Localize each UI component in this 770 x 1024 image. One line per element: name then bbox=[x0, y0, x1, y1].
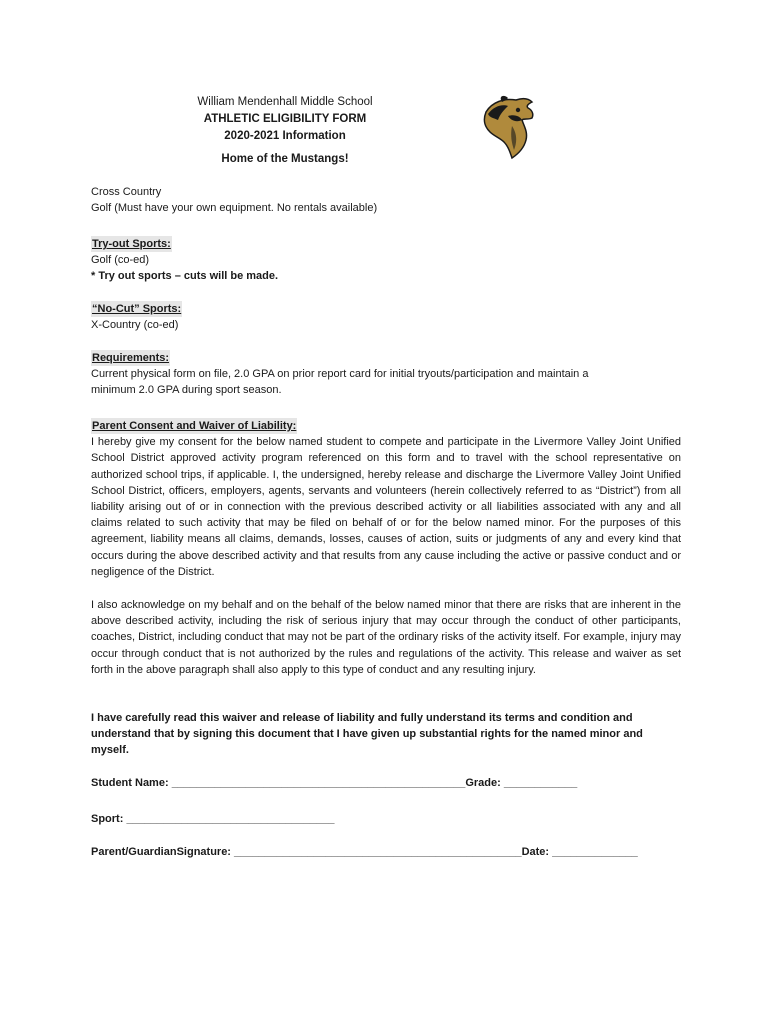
waiver-paragraph-2: I also acknowledge on my behalf and on the behalf of the below named minor that there are risks that are inherent in the above described activity, including the risk of serious injury that may occur through the conduct of other participants, coaches, District, including conduct that may not be part of the ordinary risks of the activity itself. For example, injury may occur through conduct that is not authorized by the rules and regulations of the activity. This release and waiver as set forth in the above paragraph shall also apply to this type of conduct and any resulting injury. bbox=[91, 599, 681, 676]
sport-item: Golf (Must have your own equipment. No rentals available) bbox=[91, 202, 378, 215]
waiver-heading: Parent Consent and Waiver of Liability: bbox=[91, 418, 297, 434]
grade-field[interactable]: ____________ bbox=[503, 777, 578, 789]
parent-signature-field[interactable]: _______________________________________________ bbox=[234, 846, 522, 858]
parent-signature-label: Parent/GuardianSignature: bbox=[91, 846, 231, 858]
requirements-section bbox=[91, 350, 681, 399]
school-motto: Home of the Mustangs! bbox=[221, 153, 349, 165]
nocut-item: X-Country (co-ed) bbox=[91, 319, 179, 332]
sport-label: Sport: bbox=[91, 813, 124, 825]
student-name-field[interactable]: ________________________________________________ bbox=[171, 777, 466, 789]
mustang-head-icon bbox=[478, 92, 538, 164]
tryout-section bbox=[91, 236, 681, 285]
student-name-label: Student Name: bbox=[91, 777, 169, 789]
sports-list bbox=[91, 184, 681, 216]
year-info: 2020-2021 Information bbox=[224, 130, 346, 142]
form-header bbox=[150, 94, 420, 168]
sport-row bbox=[91, 813, 334, 825]
tryout-heading: Try-out Sports: bbox=[91, 236, 172, 252]
nocut-heading: “No-Cut” Sports: bbox=[91, 301, 182, 317]
date-field[interactable]: ______________ bbox=[552, 846, 638, 858]
parent-signature-row bbox=[91, 846, 638, 858]
date-label: Date: bbox=[521, 846, 550, 858]
sport-field[interactable]: __________________________________ bbox=[126, 813, 335, 825]
tryout-item: Golf (co-ed) bbox=[91, 254, 150, 267]
requirements-heading: Requirements: bbox=[91, 350, 170, 366]
sport-item: Cross Country bbox=[91, 186, 162, 198]
requirements-line: minimum 2.0 GPA during sport season. bbox=[91, 384, 282, 397]
school-name: William Mendenhall Middle School bbox=[197, 96, 373, 108]
tryout-note: * Try out sports – cuts will be made. bbox=[91, 270, 279, 283]
grade-label: Grade: bbox=[465, 777, 501, 789]
waiver-paragraph-1: I hereby give my consent for the below named student to compete and participate in the Livermore Valley Joint Unified School District approved activity program referenced on this form and to travel with the school representative on authorized school trips, if applicable. I, the undersigned, hereby release and discharge the Livermore Valley Joint Unified School District, officers, employers, agents, servants and volunteers (herein collectively referred to as “District”) from all liability arising out of or in connection with the previous described activity or all liabilities associated with any and all claims related to such activity that may be filed on behalf of or for the below named minor. For the purposes of this agreement, liability means all claims, demands, losses, causes of action, suits or judgments of any and every kind that occurs during the above described activity and that results from any cause including the active or passive conduct and or negligence of the District. bbox=[91, 436, 681, 578]
requirements-line: Current physical form on file, 2.0 GPA on prior report card for initial tryouts/participation and maintain a bbox=[91, 368, 589, 381]
waiver-acknowledgement: I have carefully read this waiver and release of liability and fully understand its terms and condition and understand that by signing this document that I have given up substantial rights for the named minor and myself. bbox=[91, 712, 643, 757]
form-title: ATHLETIC ELIGIBILITY FORM bbox=[203, 113, 367, 125]
nocut-section bbox=[91, 301, 681, 333]
student-name-row bbox=[91, 777, 577, 789]
waiver-section bbox=[91, 418, 681, 580]
